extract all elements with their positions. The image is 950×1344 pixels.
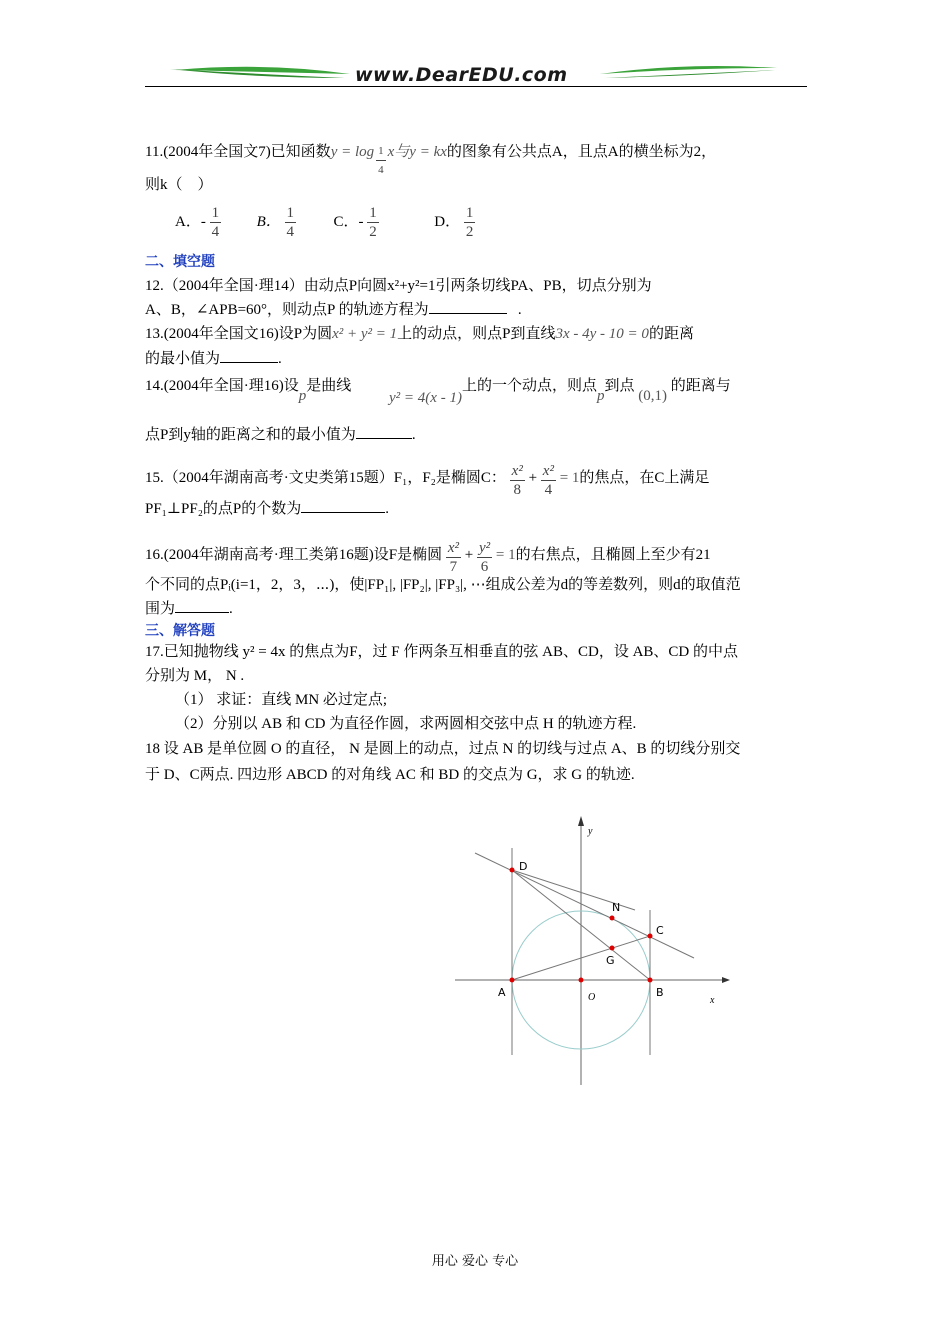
point-c — [648, 934, 653, 939]
point-o — [579, 978, 584, 983]
tangent-at-n — [475, 853, 694, 958]
point-d — [510, 868, 515, 873]
q16-blank[interactable] — [175, 598, 229, 613]
q17-part2: （2）分别以 AB 和 CD 为直径作圆，求两圆相交弦中点 H 的轨迹方程. — [175, 716, 637, 732]
q16-line3: 围为 . — [145, 598, 233, 620]
q13-line1: 13.(2004年全国文16)设P为圆x² + y² = 1上的动点，则点P到直线3x - 4y - 10 = 0的距离 — [145, 326, 694, 342]
q14-line2: 点P到y轴的距离之和的最小值为 . — [145, 424, 416, 446]
y-axis-arrow — [578, 816, 584, 826]
q11-option-b[interactable]: B． $\frac{1}{4}$ — [256, 205, 294, 240]
q14-blank[interactable] — [356, 424, 412, 439]
q16-line1: 16.(2004年湖南高考·理工类第16题)设F是椭圆 $\frac{\text{x²}}{7}$ + $\frac{\text{y²}}{6}$ = 1的右焦点，且椭圆上至少有21 — [145, 540, 711, 575]
point-g — [610, 946, 615, 951]
q15-line1: 15.（2004年湖南高考·文史类第15题）F₁，F₂是椭圆C： $\frac{\text{x²}}{8}$ + $\frac{\text{x²}}{4}$ = 1的焦点，在C上满足 — [145, 463, 710, 498]
q11-formula-b: x与y = kx — [387, 143, 447, 160]
q13-blank[interactable] — [220, 348, 278, 363]
section-solve: 三、解答题 — [145, 623, 215, 639]
q17-part1: （1） 求证：直线 MN 必过定点; — [175, 692, 388, 708]
q18-line2: 于 D、C两点. 四边形 ABCD 的对角线 AC 和 BD 的交点为 G，求 G 的轨迹. — [145, 767, 635, 783]
q17-line2: 分别为 M， N . — [145, 668, 245, 684]
q13-circle-eq: x² + y² = 1 — [332, 326, 398, 342]
q11-line2: 则k（ ） — [145, 177, 213, 193]
q11-option-d[interactable]: D． $\frac{1}{2}$ — [434, 205, 474, 240]
label-x: x — [710, 995, 715, 1006]
page-footer: 用心 爱心 专心 — [431, 1254, 519, 1269]
label-o: O — [588, 992, 596, 1003]
label-y: y — [588, 826, 593, 837]
point-a — [510, 978, 515, 983]
q11-log-base: $\frac{1}{4}$ — [376, 142, 386, 179]
q18-line1: 18 设 AB 是单位圆 O 的直径， N 是圆上的动点，过点 N 的切线与过点 A、B 的切线分别交 — [145, 741, 741, 757]
label-g: G — [606, 954, 615, 967]
q12-line2: A、B，∠APB=60°，则动点P 的轨迹方程为 . — [145, 299, 522, 321]
q11-options — [175, 204, 475, 241]
q12-blank[interactable] — [429, 299, 507, 314]
q11-text-b: 的图象有公共点A，且点A的横坐标为2， — [446, 143, 717, 160]
point-n — [610, 916, 615, 921]
q13-line2: 的最小值为 . — [145, 348, 282, 370]
geometry-figure — [440, 810, 740, 1105]
site-logo[interactable]: www.DearEDU.com — [355, 64, 568, 86]
q15-blank[interactable] — [301, 498, 385, 513]
q11-option-c[interactable]: C．- $\frac{1}{2}$ — [333, 205, 377, 240]
q11-option-a[interactable]: A．- $\frac{1}{4}$ — [175, 205, 220, 240]
label-d: D — [519, 860, 528, 873]
header-rule — [145, 86, 807, 87]
x-axis-arrow — [722, 977, 730, 983]
q11-formula-a: y = log — [330, 143, 375, 160]
q15-line2: PF₁⊥PF₂的点P的个数为 . — [145, 498, 389, 520]
q13-line-eq: 3x - 4y - 10 = 0 — [555, 326, 649, 342]
q12-line1: 12.（2004年全国·理14）由动点P向圆x²+y²=1引两条切线PA、PB，切点分别为 — [145, 278, 652, 294]
q11-line1 — [145, 134, 717, 176]
label-c: C — [656, 924, 664, 937]
figure-svg — [440, 810, 740, 1100]
label-n: N — [612, 901, 621, 914]
q14-curve-eq: y² = 4(x - 1) — [389, 390, 462, 406]
section-fill-in: 二、填空题 — [145, 254, 215, 270]
label-b: B — [656, 986, 664, 999]
q16-line2: 个不同的点Pᵢ(i=1，2，3，⋯)，使|FP₁|, |FP₂|, |FP₃|, ⋯组成公差为d的等差数列，则d的取值范 — [145, 577, 741, 593]
point-b — [648, 978, 653, 983]
q14-line1: 14.(2004年全国·理16)设p是曲线 y² = 4(x - 1)上的一个动点，则点p到点 (0,1) 的距离与 — [145, 378, 731, 406]
label-a: A — [498, 986, 506, 999]
q11-text-a: 11.(2004年全国文7)已知函数 — [145, 143, 331, 160]
q17-line1: 17.已知抛物线 y² = 4x 的焦点为F，过 F 作两条互相垂直的弦 AB、CD，设 AB、CD 的中点 — [145, 644, 738, 660]
